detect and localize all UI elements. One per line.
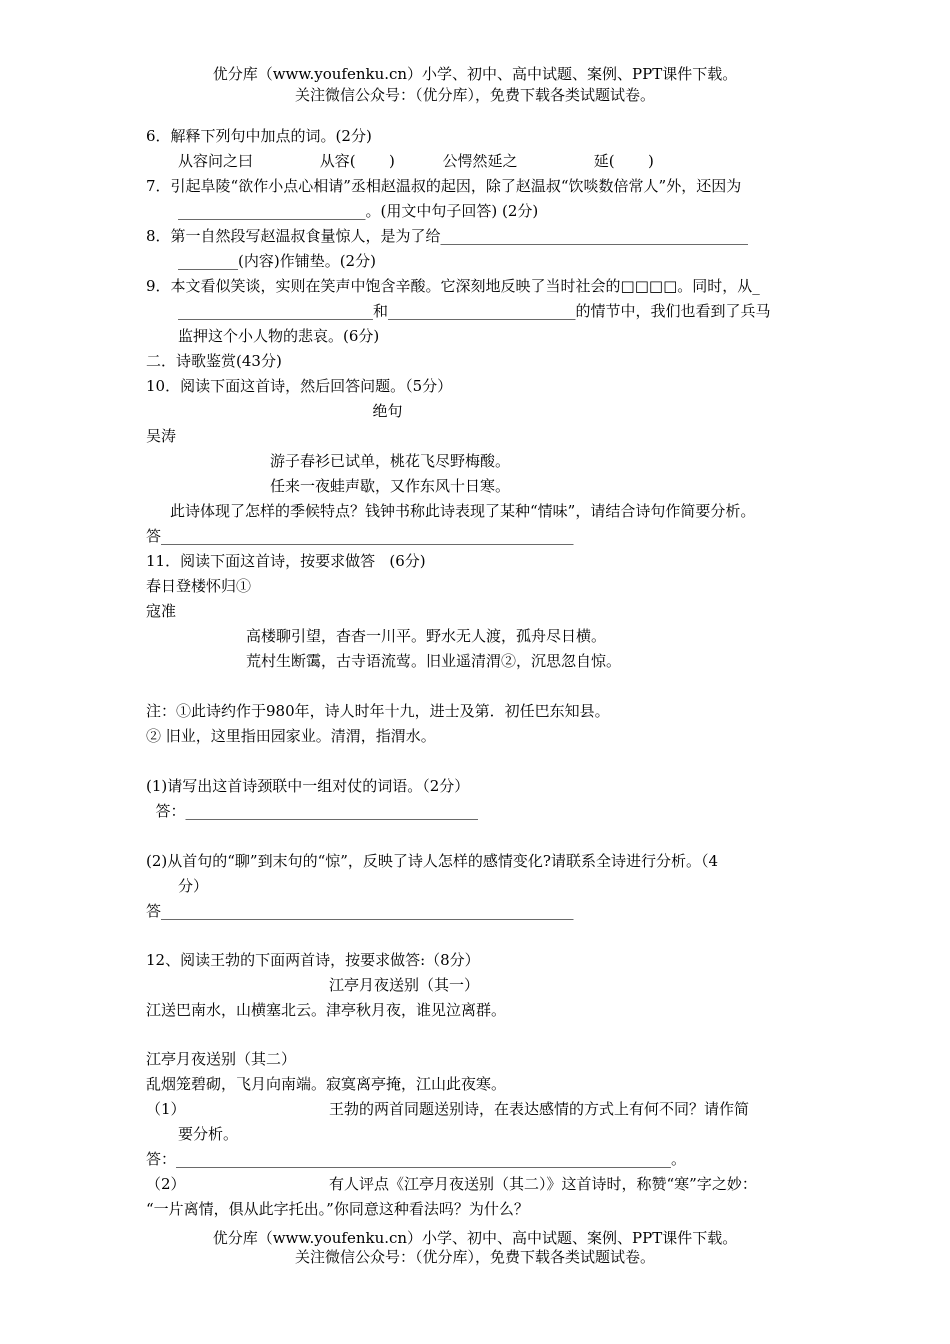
- q12-sub-2-line-1: 有人评点《江亭月夜送别（其二）》这首诗时，称赞“寒”字之妙：: [329, 1175, 757, 1193]
- q11-verse-1: 高楼聊引望，杳杳一川平。野水无人渡，孤舟尽日横。: [246, 627, 607, 645]
- footer-line-2: 关注微信公众号：（优分库），免费下载各类试题试卷。: [294, 1248, 655, 1266]
- q9-line-3: 监押这个小人物的悲哀。(6分): [178, 327, 380, 345]
- q11-verse-2: 荒村生断霭，古寺语流莺。旧业遥清渭②，沉思忽自惊。: [246, 652, 622, 670]
- q11-sub-1-answer: 答：_______________________________________: [146, 802, 479, 820]
- q10-poem-author: 吴涛: [146, 427, 177, 445]
- q12-poem-2: 乱烟笼碧砌，飞月向南端。寂寞离亭掩，江山此夜寒。: [146, 1075, 507, 1093]
- footer-line-1: 优分库（www.youfenku.cn）小学、初中、高中试题、案例、PPT课件下载。: [212, 1229, 738, 1247]
- q8-line-1: 8．第一自然段写赵温叔食量惊人，是为了给_________________________________________: [146, 227, 749, 245]
- q11-sub-2-line-2: 分）: [178, 877, 209, 895]
- q10-stem: 10．阅读下面这首诗，然后回答问题。（5分）: [146, 377, 453, 395]
- q9-line-1: 9．本文看似笑谈，实则在笑声中饱含辛酸。它深刻地反映了当时社会的□□□□。同时，从_: [146, 277, 760, 295]
- q6-items: 从容问之曰 从容( ) 公愕然延之 延( ): [178, 152, 654, 170]
- q11-stem: 11．阅读下面这首诗，按要求做答 (6分): [146, 552, 426, 570]
- q12-stem: 12、阅读王勃的下面两首诗，按要求做答:（8分）: [146, 951, 480, 969]
- q10-poem-title: 绝句: [372, 402, 403, 420]
- q6-stem: 6．解释下列句中加点的词。(2分): [146, 127, 372, 145]
- q11-sub-2-line-1: (2)从首句的“聊”到末句的“惊”，反映了诗人怎样的感情变化?请联系全诗进行分析。（4: [146, 852, 719, 870]
- q10-verse-2: 任来一夜蛙声歇，又作东风十日寒。: [270, 477, 511, 495]
- q12-poem-1-title: 江亭月夜送别（其一）: [329, 976, 480, 994]
- q8-line-2: ________(内容)作铺垫。(2分): [178, 252, 376, 270]
- q12-sub-2-line-2: “一片离情，俱从此字托出。”你同意这种看法吗？为什么？: [146, 1200, 529, 1218]
- q12-sub-2-number: （2）: [146, 1175, 186, 1193]
- q12-poem-2-title: 江亭月夜送别（其二）: [146, 1050, 297, 1068]
- q7-line-1: 7．引起阜陵“欲作小点心相请”丞相赵温叔的起因，除了赵温叔“饮啖数倍常人”外，还因为: [146, 177, 742, 195]
- q12-sub-1-number: （1）: [146, 1100, 186, 1118]
- q12-sub-1-answer: 答：__________________________________________________________________。: [146, 1150, 687, 1168]
- section-2-heading: 二．诗歌鉴赏(43分): [146, 352, 282, 370]
- q10-verse-1: 游子春衫已试单，桃花飞尽野梅酸。: [270, 452, 511, 470]
- header-line-1: 优分库（www.youfenku.cn）小学、初中、高中试题、案例、PPT课件下载。: [212, 65, 738, 83]
- q11-poem-author: 寇准: [146, 602, 177, 620]
- q12-poem-1: 江送巴南水，山横塞北云。津亭秋月夜，谁见泣离群。: [146, 1001, 507, 1019]
- q9-line-2: __________________________和_________________________的情节中，我们也看到了兵马: [178, 302, 771, 320]
- q11-poem-title: 春日登楼怀归①: [146, 577, 252, 595]
- q12-sub-1-line-1: 王勃的两首同题送别诗，在表达感情的方式上有何不同？请作简: [329, 1100, 750, 1118]
- q10-answer-line: 答_______________________________________________________: [146, 527, 574, 545]
- q11-sub-2-answer: 答_______________________________________________________: [146, 902, 574, 920]
- q11-note-2: ② 旧业，这里指田园家业。清渭，指渭水。: [146, 727, 436, 745]
- q10-question: 此诗体现了怎样的季候特点？钱钟书称此诗表现了某种“情味”，请结合诗句作简要分析。: [170, 502, 756, 520]
- header-line-2: 关注微信公众号：（优分库），免费下载各类试题试卷。: [294, 86, 655, 104]
- q7-line-2: _________________________。(用文中句子回答) (2分): [178, 202, 539, 220]
- q11-note-1: 注：①此诗约作于980年，诗人时年十九，进士及第．初任巴东知县。: [146, 702, 610, 720]
- q12-sub-1-line-2: 要分析。: [178, 1125, 239, 1143]
- q11-sub-1: (1)请写出这首诗颈联中一组对仗的词语。（2分）: [146, 777, 470, 795]
